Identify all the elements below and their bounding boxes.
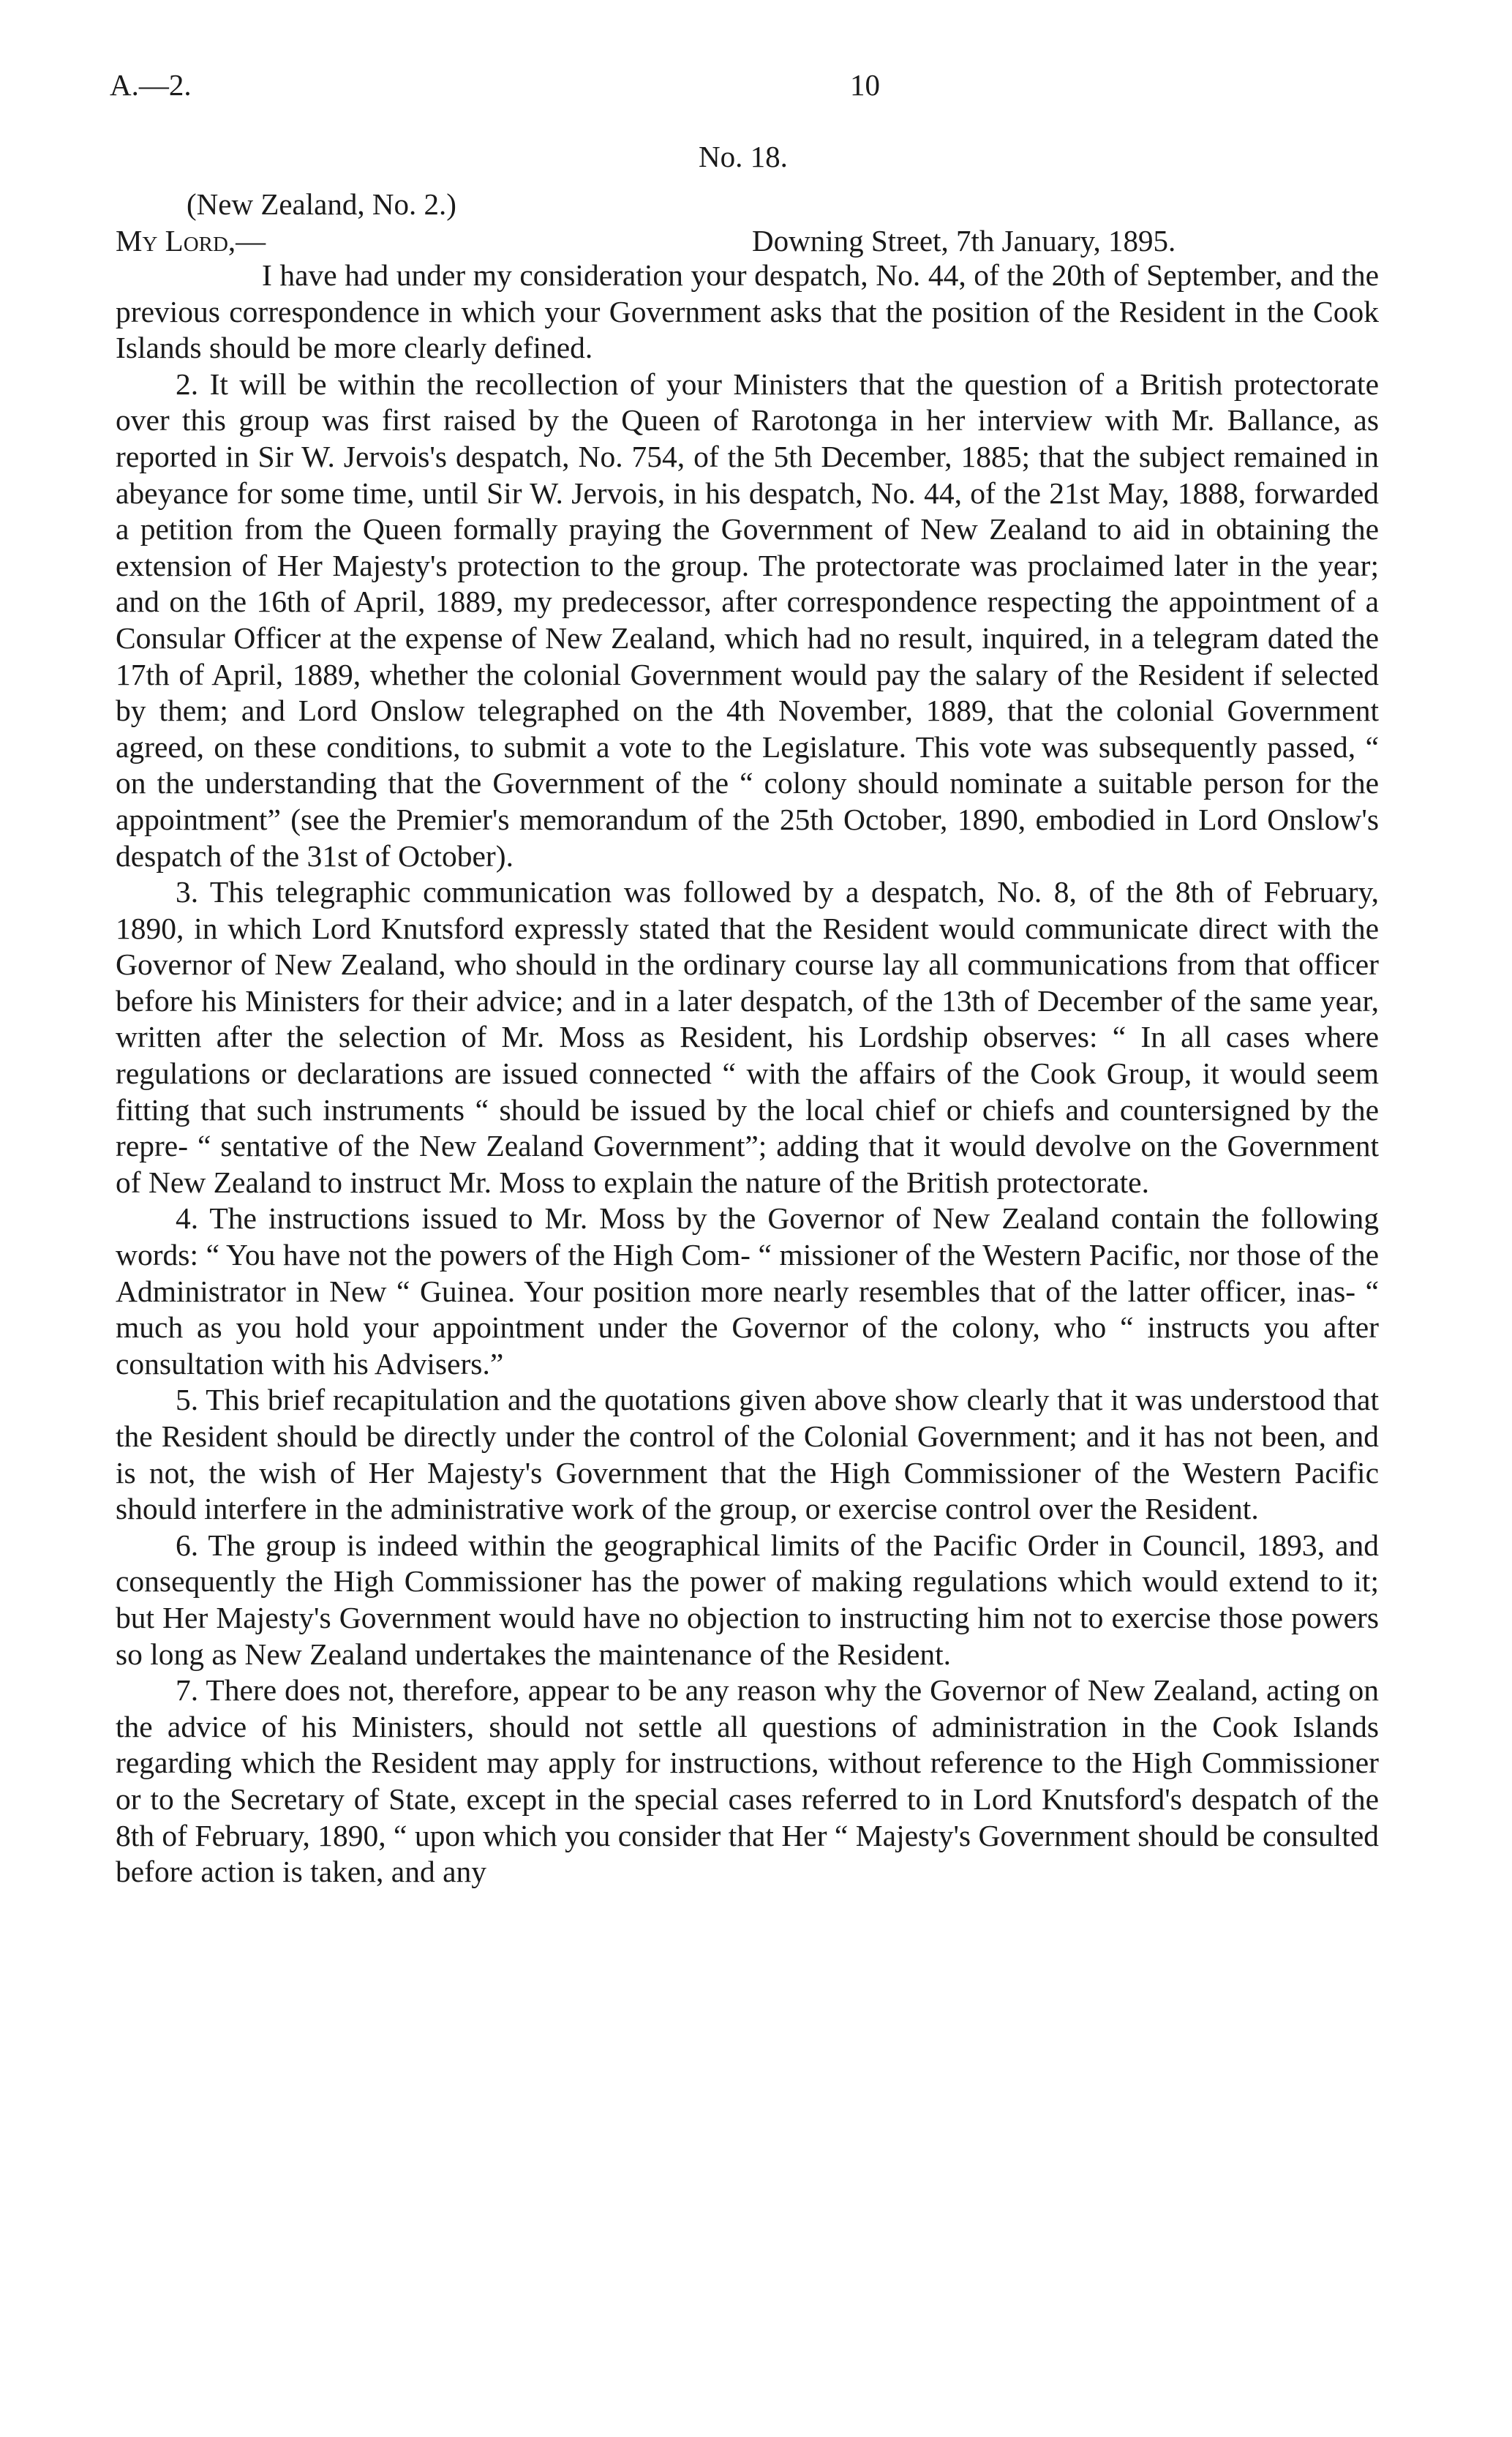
- page-number: 10: [850, 68, 880, 102]
- paragraph-2: 2. It will be within the recollection of your Ministers that the question of a British protectorate over this group was first raised by the Queen of Rarotonga in her interview with Mr. Ballance, as reported in Sir W. Jervois's despatch, No. 754, of the 5th December, 1885; that the subject remained in abeyance for some time, until Sir W. Jervois, in his despatch, No. 44, of the 21st May, 1888, forwarded a petition from the Queen formally praying the Government of New Zealand to aid in obtaining the extension of Her Majesty's protection to the group. The protectorate was proclaimed later in the year; and on the 16th of April, 1889, my predecessor, after correspondence respecting the appointment of a Consular Officer at the expense of New Zealand, which had no result, inquired, in a telegram dated the 17th of April, 1889, whether the colonial Government would pay the salary of the Resident if selected by them; and Lord Onslow telegraphed on the 4th November, 1889, that the colonial Government agreed, on these conditions, to submit a vote to the Legislature. This vote was subsequently passed, “ on the understanding that the Government of the “ colony should nominate a suitable person for the appointment” (see the Premier's memorandum of the 25th October, 1890, embodied in Lord Onslow's despatch of the 31st of October).: [116, 367, 1379, 873]
- paragraph-3: 3. This telegraphic communication was followed by a despatch, No. 8, of the 8th of February, 1890, in which Lord Knutsford expressly stated that the Resident would communicate direct with the Governor of New Zealand, who should in the ordinary course lay all communications from that officer before his Ministers for their advice; and in a later despatch, of the 13th of December of the same year, written after the selection of Mr. Moss as Resident, his Lordship observes: “ In all cases where regulations or declarations are issued connected “ with the affairs of the Cook Group, it would seem fitting that such instruments “ should be issued by the local chief or chiefs and countersigned by the repre- “ sentative of the New Zealand Government”; adding that it would devolve on the Government of New Zealand to instruct Mr. Moss to explain the nature of the British protectorate.: [116, 875, 1379, 1199]
- paragraph-5: 5. This brief recapitulation and the quotations given above show clearly that it was understood that the Resident should be directly under the control of the Colonial Government; and it has not been, and is not, the wish of Her Majesty's Government that the High Commissioner of the Western Pacific should interfere in the administrative work of the group, or exercise control over the Resident.: [116, 1383, 1379, 1526]
- series-code: A.—2.: [110, 68, 192, 102]
- paragraph-1: I have had under my consideration your despatch, No. 44, of the 20th of September, and the previous correspondence in which your Government asks that the position of the Resident in the Cook Islands should be more clearly defined.: [116, 258, 1379, 365]
- salutation: My Lord,—: [116, 224, 266, 258]
- paragraph-6: 6. The group is indeed within the geographical limits of the Pacific Order in Council, 1893, and consequently the High Commissioner has the power of making regulations which would extend to it; but Her Majesty's Government would have no objection to instructing him not to exercise those powers so long as New Zealand undertakes the maintenance of the Resident.: [116, 1528, 1379, 1671]
- series-reference: (New Zealand, No. 2.): [187, 187, 456, 221]
- paragraph-7: 7. There does not, therefore, appear to be any reason why the Governor of New Zealand, acting on the advice of his Ministers, should not settle all questions of administration in the Cook Islands regarding which the Resident may apply for instructions, without reference to the High Commissioner or to the Secretary of State, except in the special cases referred to in Lord Knutsford's despatch of the 8th of February, 1890, “ upon which you consider that Her “ Majesty's Government should be consulted before action is taken, and any: [116, 1673, 1379, 1889]
- letter-body: [116, 258, 1379, 1890]
- document-number: No. 18.: [699, 140, 788, 173]
- running-header: [110, 67, 1404, 111]
- paragraph-4: 4. The instructions issued to Mr. Moss by the Governor of New Zealand contain the following words: “ You have not the powers of the High Com- “ missioner of the Western Pacific, nor those of the Administrator in New “ Guinea. Your position more nearly resembles that of the latter officer, inas- “ much as you hold your appointment under the Governor of the colony, who “ instructs you after consultation with his Advisers.”: [116, 1201, 1379, 1381]
- dateline: Downing Street, 7th January, 1895.: [752, 224, 1176, 258]
